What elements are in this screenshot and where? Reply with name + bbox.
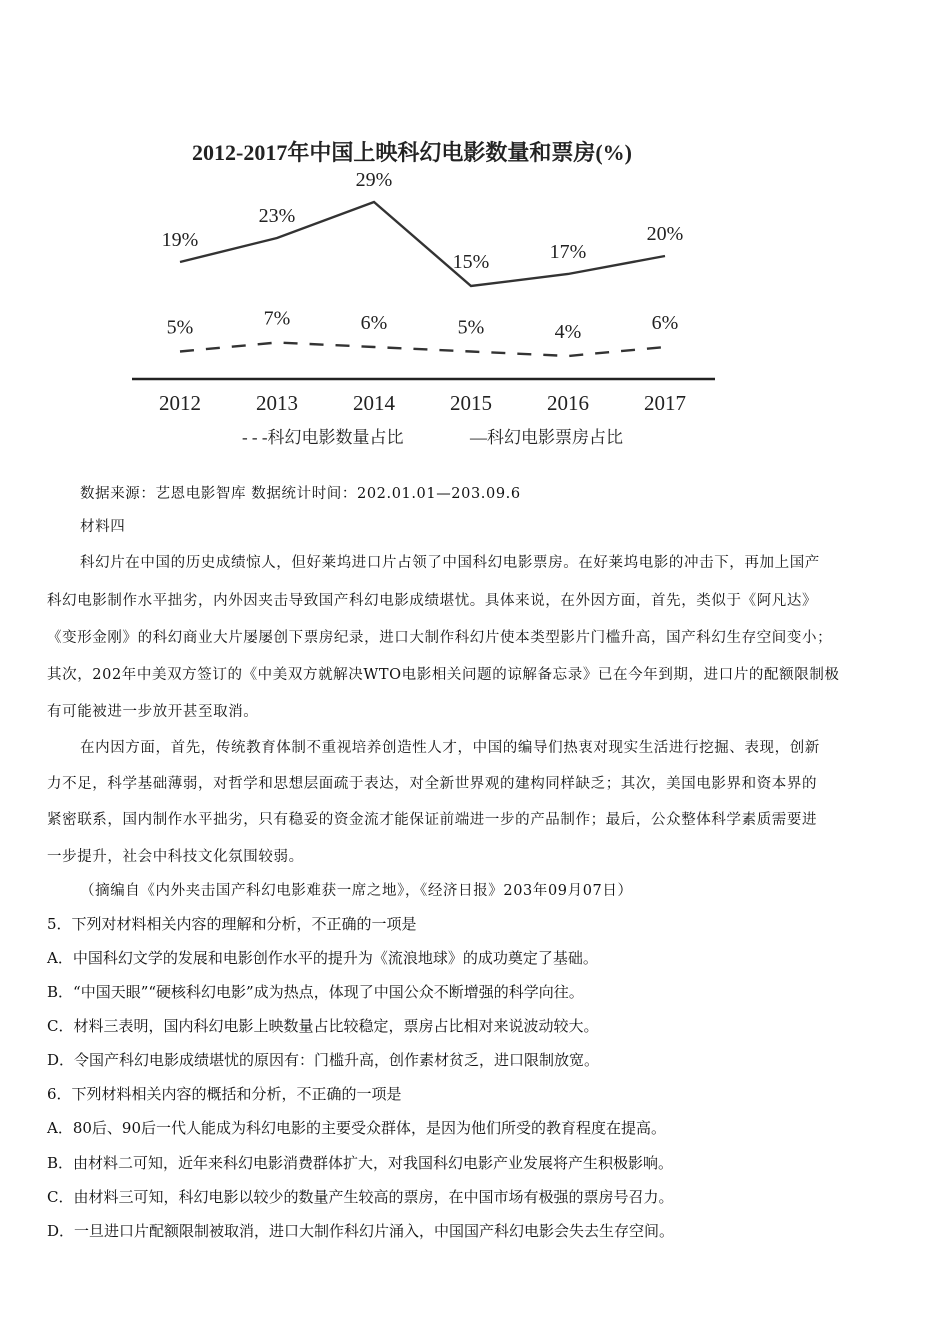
- x-tick-label: 2016: [547, 391, 589, 415]
- paragraph-1-line: 科幻片在中国的历史成绩惊人，但好莱坞进口片占领了中国科幻电影票房。在好莱坞电影的冲击下，再加上国产: [80, 555, 820, 571]
- citation: （摘编自《内外夹击国产科幻电影难获一席之地》，《经济日报》203年09月07日）: [80, 883, 633, 899]
- paragraph-1-line: 科幻电影制作水平拙劣，内外因夹击导致国产科幻电影成绩堪忧。具体来说，在外因方面，首先，类似于《阿凡达》: [47, 593, 818, 609]
- paragraph-1-line: 其次，202年中美双方签订的《中美双方就解决WTO电影相关问题的谅解备忘录》已在今年到期，进口片的配额限制极: [47, 667, 840, 683]
- box-office-series-line: [180, 202, 665, 286]
- question-6-option-a: A．80后、90后一代人能成为科幻电影的主要受众群体，是因为他们所受的教育程度在提高。: [47, 1119, 667, 1137]
- legend-box-office: —科幻电影票房占比: [470, 428, 623, 447]
- question-6-option-d: D．一旦进口片配额限制被取消，进口大制作科幻片涌入，中国国产科幻电影会失去生存空间。: [47, 1222, 675, 1240]
- question-6-option-c: C．由材料三可知，科幻电影以较少的数量产生较高的票房，在中国市场有极强的票房号召力。: [47, 1188, 674, 1206]
- box-office-data-label: 20%: [646, 223, 684, 245]
- paragraph-2-line: 一步提升，社会中科技文化氛围较弱。: [47, 849, 304, 865]
- count-data-label: 4%: [554, 321, 582, 343]
- x-tick-label: 2012: [159, 391, 201, 415]
- count-data-label: 6%: [651, 312, 679, 334]
- x-tick-label: 2014: [353, 391, 395, 415]
- box-office-data-label: 19%: [161, 229, 199, 251]
- question-5-option-c: C．材料三表明，国内科幻电影上映数量占比较稳定，票房占比相对来说波动较大。: [47, 1017, 599, 1035]
- box-office-data-label: 29%: [355, 169, 393, 191]
- count-series-line: [180, 343, 665, 357]
- paragraph-1-line: 有可能被进一步放开甚至取消。: [47, 704, 259, 720]
- x-tick-label: 2015: [450, 391, 492, 415]
- question-5-option-b: B．“中国天眼”“硬核科幻电影”成为热点，体现了中国公众不断增强的科学向往。: [47, 983, 584, 1001]
- count-data-label: 7%: [263, 307, 291, 330]
- material-title: 材料四: [80, 519, 126, 535]
- paragraph-2-line: 在内因方面，首先，传统教育体制不重视培养创造性人才，中国的编导们热衷对现实生活进行挖掘、表现，创新: [80, 740, 820, 756]
- count-data-label: 5%: [166, 316, 194, 339]
- paragraph-1-line: 《变形金刚》的科幻商业大片屡屡创下票房纪录，进口大制作科幻片使本类型影片门槛升高，国产科幻生存空间变小；: [47, 630, 833, 646]
- question-6-stem: 6．下列材料相关内容的概括和分析，不正确的一项是: [47, 1085, 402, 1103]
- paragraph-2-line: 紧密联系，国内制作水平拙劣，只有稳妥的资金流才能保证前端进一步的产品制作；最后，公众整体科学素质需要进: [47, 812, 818, 828]
- box-office-data-label: 23%: [258, 205, 296, 227]
- paragraph-2-line: 力不足，科学基础薄弱，对哲学和思想层面疏于表达，对全新世界观的建构同样缺乏；其次，美国电影界和资本界的: [47, 776, 818, 792]
- x-tick-label: 2017: [644, 391, 686, 415]
- data-source: 数据来源：艺恩电影智库 数据统计时间：202.01.01—203.09.6: [80, 486, 521, 502]
- question-5-option-d: D．令国产科幻电影成绩堪忧的原因有：门槛升高，创作素材贫乏，进口限制放宽。: [47, 1051, 600, 1069]
- question-5-stem: 5．下列对材料相关内容的理解和分析，不正确的一项是: [47, 915, 417, 933]
- chart-title: 2012-2017年中国上映科幻电影数量和票房(%): [192, 140, 632, 165]
- box-office-data-label: 17%: [549, 241, 587, 263]
- box-office-data-label: 15%: [452, 251, 490, 273]
- legend-count: - - -科幻电影数量占比: [242, 428, 404, 447]
- count-data-label: 6%: [360, 312, 388, 334]
- question-5-option-a: A．中国科幻文学的发展和电影创作水平的提升为《流浪地球》的成功奠定了基础。: [47, 949, 598, 967]
- question-6-option-b: B．由材料二可知，近年来科幻电影消费群体扩大，对我国科幻电影产业发展将产生积极影响。: [47, 1154, 674, 1172]
- count-data-label: 5%: [457, 316, 485, 339]
- line-chart: [130, 130, 730, 460]
- x-tick-label: 2013: [256, 391, 298, 415]
